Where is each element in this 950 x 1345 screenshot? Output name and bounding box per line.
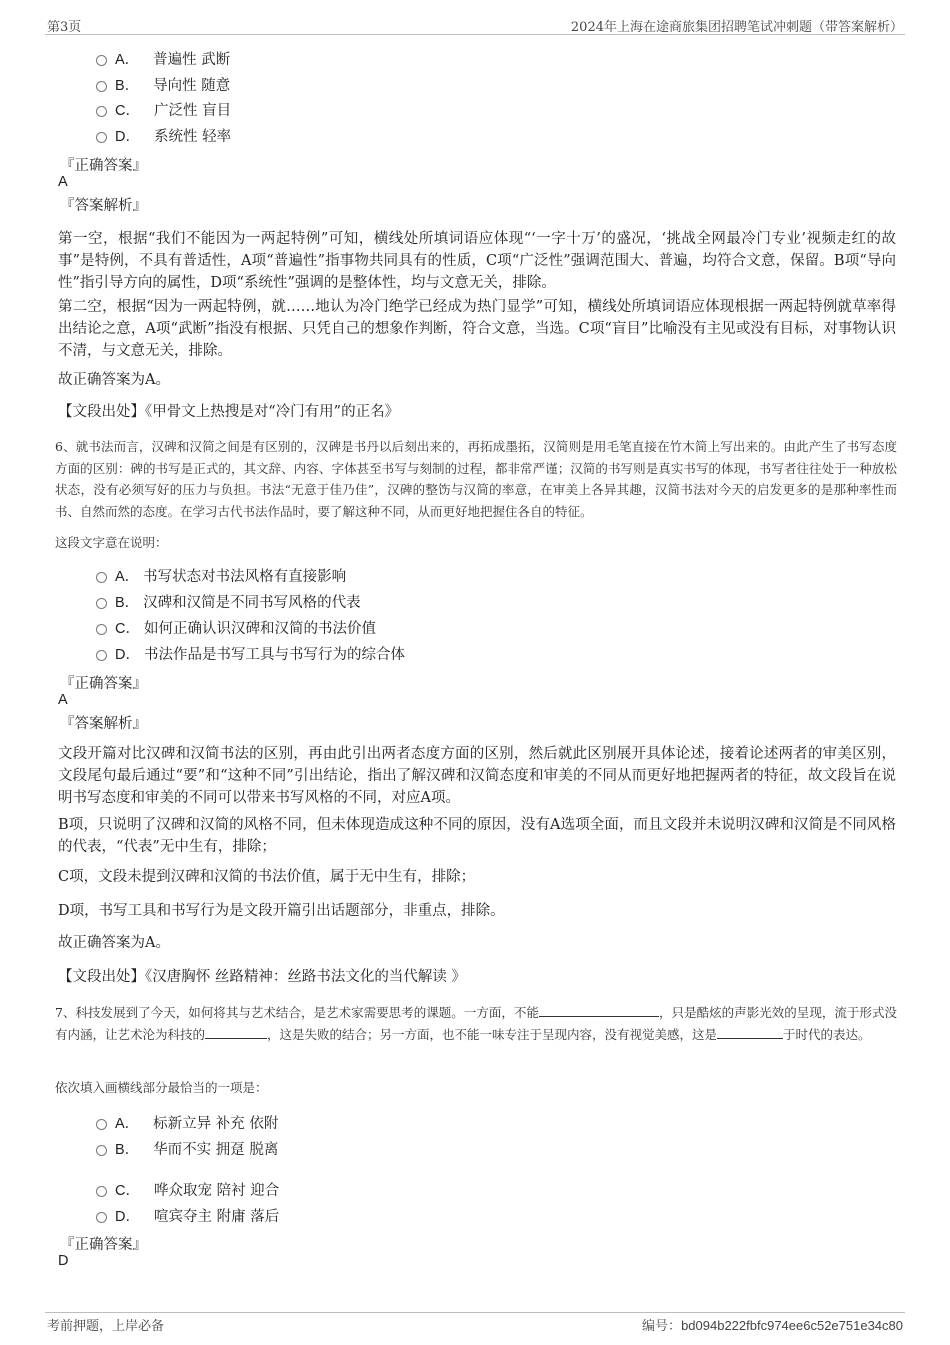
radio-button-icon[interactable] [96,572,107,583]
page-footer [45,1312,905,1335]
question-stem: 6、就书法而言，汉碑和汉简之间是有区别的，汉碑是书丹以后刻出来的，再拓成墨拓，汉简则是用毛笔直接在竹木简上写出来的。由此产生了书写态度方面的区别：碑的书写是正式的，其文辞、内容、字体甚至书写与刻制的过程，都非常严谨；汉简的书写则是真实书写的体现，书写者往往处于一种放松状态，没有必须写好的压力与负担。书法“无意于佳乃佳”，汉碑的整饬与汉简的率意，在审美上各异其趣，汉简书法对今天的启发更多的是那种率性而书、自然而然的态度。在学习古代书法作品时，要了解这种不同，从而更好地把握住各自的特征。 [55,439,897,519]
radio-button-icon[interactable] [96,132,107,143]
question-prompt: 这段文字意在说明： [55,535,168,550]
option-text: 标新立异 补充 依附 [153,1116,279,1132]
q7-option-c[interactable]: C． 哗众取宠 陪衬 迎合 [96,1179,279,1200]
analysis-label: 『答案解析』 [60,198,147,214]
correct-answer-label: 『正确答案』 [60,676,147,692]
q6-option-a[interactable]: A． 书写状态对书法风格有直接影响 [96,565,346,586]
option-text: 华而不实 拥趸 脱离 [153,1142,279,1158]
fill-blank [717,1026,783,1039]
analysis-conclusion: 故正确答案为A。 [58,372,170,388]
option-text: 普遍性 武断 [153,52,231,68]
radio-button-icon[interactable] [96,1186,107,1197]
q6-option-d[interactable]: D． 书法作品是书写工具与书写行为的综合体 [96,643,405,664]
analysis-paragraph: C项，文段未提到汉碑和汉简的书法价值，属于无中生有，排除； [58,869,476,885]
analysis-paragraph: 文段开篇对比汉碑和汉简书法的区别，再由此引出两者态度方面的区别，然后就此区别展开具体论述，接着论述两者的审美区别，文段尾句最后通过“要”和“这种不同”引出结论，指出了解汉碑和汉简态度和审美的不同从而更好地把握两者的特征，故文段旨在说明书写态度和审美的不同可以带来书写风格的不同，对应A项。 [58,746,896,806]
document-title: 2024年上海在途商旅集团招聘笔试冲刺题（带答案解析） [570,20,903,35]
radio-button-icon[interactable] [96,1119,107,1130]
option-text: 汉碑和汉简是不同书写风格的代表 [143,595,361,611]
source-citation: 【文段出处】《汉唐胸怀 丝路精神：丝路书法文化的当代解读 》 [58,969,466,985]
fill-blank [205,1026,267,1039]
q7-option-d[interactable]: D． 喧宾夺主 附庸 落后 [96,1205,279,1226]
radio-button-icon[interactable] [96,1145,107,1156]
source-citation: 【文段出处】《甲骨文上热搜是对“冷门有用”的正名》 [58,404,400,420]
analysis-conclusion: 故正确答案为A。 [58,935,170,951]
correct-answer: D [58,1253,69,1269]
correct-answer-label: 『正确答案』 [60,1237,147,1253]
correct-answer: A [58,174,68,190]
radio-button-icon[interactable] [96,55,107,66]
question-stem: 7、科技发展到了今天，如何将其与艺术结合，是艺术家需要思考的课题。一方面，不能 ，只是酷炫的声影光效的呈现，流于形式没有内涵，让艺术沦为科技的 ，这是失败的结合；另一方面，也不能一味专注于呈现内容，没有视觉美感，这是 于时代的表达。 [55,1005,897,1042]
analysis-label: 『答案解析』 [60,716,147,732]
document-serial: 编号：bd094b222fbfc974ee6c52e751e34c80 [642,1318,903,1334]
option-text: 广泛性 盲目 [153,103,232,119]
q5-option-b[interactable]: B． 导向性 随意 [96,74,230,95]
analysis-paragraph: B项，只说明了汉碑和汉简的风格不同，但未体现造成这种不同的原因，没有A选项全面，而且文段并未说明汉碑和汉简是不同风格的代表，“代表”无中生有，排除； [58,817,896,855]
page-header [45,14,905,35]
q5-option-c[interactable]: C． 广泛性 盲目 [96,99,231,120]
fill-blank [539,1004,659,1017]
q5-option-d[interactable]: D． 系统性 轻率 [96,125,231,146]
page-number: 第3页 [47,20,82,35]
radio-button-icon[interactable] [96,81,107,92]
radio-button-icon[interactable] [96,650,107,661]
option-text: 如何正确认识汉碑和汉简的书法价值 [143,621,376,637]
analysis-paragraph: D项，书写工具和书写行为是文段开篇引出话题部分，非重点，排除。 [58,903,505,919]
radio-button-icon[interactable] [96,598,107,609]
option-text: 书写状态对书法风格有直接影响 [143,569,347,585]
option-text: 哗众取宠 陪衬 迎合 [153,1183,280,1199]
question-prompt: 依次填入画横线部分最恰当的一项是： [55,1080,268,1095]
option-text: 系统性 轻率 [153,129,232,145]
analysis-paragraph: 第二空，根据“因为一两起特例，就……地认为冷门绝学已经成为热门显学”可知，横线处所填词语应体现根据一两起特例就草率得出结论之意，A项“武断”指没有根据、只凭自己的想象作判断，符合文意，当选。C项“盲目”比喻没有主见或没有目标，对事物认识不清，与文意无关，排除。 [58,299,896,359]
q6-option-c[interactable]: C． 如何正确认识汉碑和汉简的书法价值 [96,617,376,638]
analysis-paragraph: 第一空，根据“我们不能因为一两起特例”可知，横线处所填词语应体现“‘一字十万’的盛况，‘挑战全网最冷门专业’视频走红的故事”是特例，不具有普适性，A项“普遍性”指事物共同具有的性质，C项“广泛性”强调范围大、普遍，均符合文意，保留。B项“导向性”指引导方向的属性，D项“系统性”强调的是整体性，均与文意无关，排除。 [58,231,896,291]
q7-option-a[interactable]: A． 标新立异 补充 依附 [96,1112,278,1133]
footer-slogan: 考前押题，上岸必备 [47,1319,165,1334]
q7-option-b[interactable]: B． 华而不实 拥趸 脱离 [96,1138,278,1159]
option-text: 书法作品是书写工具与书写行为的综合体 [143,647,405,663]
radio-button-icon[interactable] [96,1212,107,1223]
q5-option-a[interactable]: A． 普遍性 武断 [96,48,230,69]
radio-button-icon[interactable] [96,106,107,117]
q6-option-b[interactable]: B． 汉碑和汉简是不同书写风格的代表 [96,591,361,612]
correct-answer: A [58,692,68,708]
radio-button-icon[interactable] [96,624,107,635]
correct-answer-label: 『正确答案』 [60,158,147,174]
option-text: 喧宾夺主 附庸 落后 [153,1209,280,1225]
option-text: 导向性 随意 [153,78,231,94]
